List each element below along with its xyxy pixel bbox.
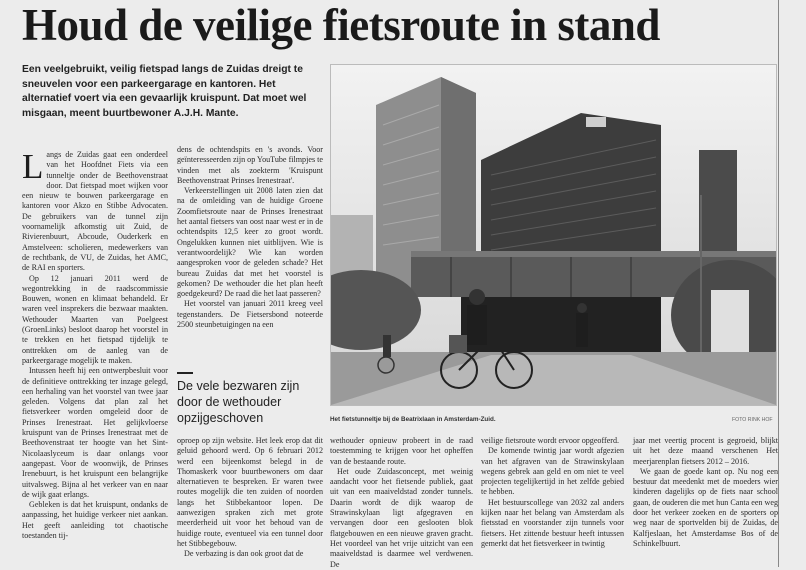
article-column-4 — [330, 436, 473, 570]
pull-quote-bar — [177, 372, 193, 374]
article-column-2 — [177, 145, 323, 330]
article-paragraph: De komende twintig jaar wordt afgezien van het afgraven van de Strawinskylaan wegens gebrek aan geld en om niet te veel projecten tegelijkertijd in het zelfde gebied te hebben. — [481, 446, 624, 497]
article-paragraph: Op 12 januari 2011 werd de wegontrekking in de raadscommissie Bouwen, wonen en klimaat behandeld. Er waren veel insprekers die bezwaar maakten. Wethouder Maarten van Poelgeest (GroenLinks) besloot daarop het voorstel in te trekken en het fietspad tijdelijk te onttrekken om de aanleg van de parkeergarage mogelijk te maken. — [22, 273, 168, 365]
article-paragraph: Verkeerstellingen uit 2008 laten zien dat na de omleiding van de huidige Groene Zoomfietsroute naar de Prinses Irenestraat het aantal fietsers van oost naar west er in de ochtendspits 12,5 keer zo groot wordt. Ongelukken kunnen niet uitblijven. Wie is verantwoordelijk? Wie kan worden aangesproken voor de geleden schade? Het bureau Zuidas dat met het voorstel is gekomen? De wethouder die het plan heeft goedgekeurd? De raad die het laat passeren? — [177, 186, 323, 299]
article-paragraph: jaar met veertig procent is gegroeid, blijkt uit het deze maand verschenen Het meerjarenplan fietsers 2012 – 2016. — [633, 436, 778, 466]
article-paragraph: Het voorstel van januari 2011 kreeg veel tegenstanders. De Fietsersbond noteerde 2500 steunbetuigingen na een — [177, 299, 323, 330]
article-column-1 — [22, 147, 168, 541]
page-edge-rule — [778, 0, 779, 567]
lead-paragraph: Een veelgebruikt, veilig fietspad langs de Zuidas dreigt te sneuvelen voor een parkeergarage en kantoren. Het alternatief voert via een gevaarlijk kruispunt. Dat moet wel misgaan, meent buurtbewoner A.J.H. Mante. — [22, 64, 307, 119]
article-paragraph: wethouder opnieuw probeert in de raad toestemming te krijgen voor het opheffen van de bestaande route. — [330, 436, 473, 466]
article-column-5 — [481, 436, 624, 549]
article-paragraph: oproep op zijn website. Het leek erop dat dit geluid gehoord werd. Op 6 februari 2012 werd een bijeenkomst belegd in de Thomaskerk voor buurtbewoners om daar alternatieven te bespreken. Er waren twee routes mogelijk die ten zuiden of noorden langs het Stibbekantoor lopen. De aanwezigen spraken zich met grote meerderheid uit voor het behoud van de huidige route, eventueel via een tunnel door het Stibbegebouw. — [177, 436, 323, 548]
paragraph-text: angs de Zuidas gaat een onderdeel van het Hoofdnet Fiets via een tunneltje onder de Beethovenstraat door. Dat fietspad moet wijken voor een nieuw te bouwen parkeergarage en kantoren voor Akzo en Stibbe Advocaten. De gebruikers van de tunnel zijn voornamelijk afkomstig uit Zuid, de Rivierenbuurt, Abcoude, Ouderkerk en Amstelveen: scholieren, medewerkers van de rechtbank, de VU, de Zuidas, het AMC, de RAI en sporters. — [22, 150, 168, 273]
article-paragraph: Het oude Zuidasconcept, met weinig aandacht voor het fietsende publiek, gaat uit van een maaiveldstad zonder tunnels. Daarin wordt de dijk waarop de Strawinskylaan ligt afgegraven en vervangen door een geslooten blok flatgebouwen en een nieuwe graven gracht. Het voordeel van het vrije uitzicht van een maaiveldstad is daarmee wel verdwenen. De — [330, 466, 473, 569]
photo-caption: Het fietstunneltje bij de Beatrixlaan in Amsterdam-Zuid. — [330, 416, 496, 423]
article-column-6 — [633, 436, 778, 549]
article-paragraph: dens de ochtendspits en 's avonds. Voor geïnteresseerden zijn op YouTube filmpjes te vinden met als zoekterm 'Kruispunt Beethovenstraat Prinses Irenestraat'. — [177, 145, 323, 185]
article-paragraph: De verbazing is dan ook groot dat de — [184, 549, 304, 559]
article-column-3 — [177, 436, 323, 560]
article-paragraph: Intussen heeft hij een ontwerpbesluit voor de definitieve onttrekking ter inzage gelegd, een herhaling van het voorstel van twee jaar geleden. Volgens dat plan zal het fietsverkeer worden omgeleid door de Prinses Irenestraat. Het gelijkvloerse kruispunt van de Prinses Irenestraat met de Beethovenstraat ter hoogte van het Sint-Nicolaaslyceum is daar onlangs voor aangepast. Voor de woonwijk, de Prinses Irenebuurt, is het kruispunt een belangrijke uitvalsweg. Bijna al het verkeer van en naar de wijk gaat erlangs. — [22, 366, 168, 499]
photo-bicycle-tunnel — [330, 64, 777, 406]
pull-quote — [177, 372, 327, 426]
headline: Houd de veilige fietsroute in stand — [22, 0, 660, 50]
drop-cap: L — [22, 147, 44, 186]
pull-quote-text: De vele bezwaren zijn door de wethouder opzijgeschoven — [177, 379, 300, 425]
photo-illustration — [331, 65, 776, 405]
article-paragraph: Gebleken is dat het kruispunt, ondanks de aanpassing, het huidige verkeer niet aankan. Het geeft aanleiding tot chaotische toestanden tij- — [22, 500, 168, 540]
article-paragraph: veilige fietsroute wordt ervoor opgeofferd. — [481, 436, 620, 445]
article-paragraph — [22, 147, 168, 274]
article-paragraph: Het bestuurscollege van 2032 zal anders kijken naar het belang van Amsterdam als fietsstad en voorstander zijn tunnels voor fietsers. Het zittende bestuur heeft intussen gemerkt dat het fietsverkeer in twintig — [481, 497, 624, 548]
photo-credit: FOTO RINK HOF — [732, 417, 773, 423]
article-paragraph: We gaan de goede kant op. Nu nog een bestuur dat meedenkt met de moeders wier kinderen dagelijks op de fiets naar school gaan, de ouderen die met hun Canta een weg door het verkeer zoeken en de sporters op weg naar de sportvelden bij de Zuidas, de Kalfjeslaan, het Amsterdamse Bos of de Schinkelbuurt. — [633, 466, 778, 548]
